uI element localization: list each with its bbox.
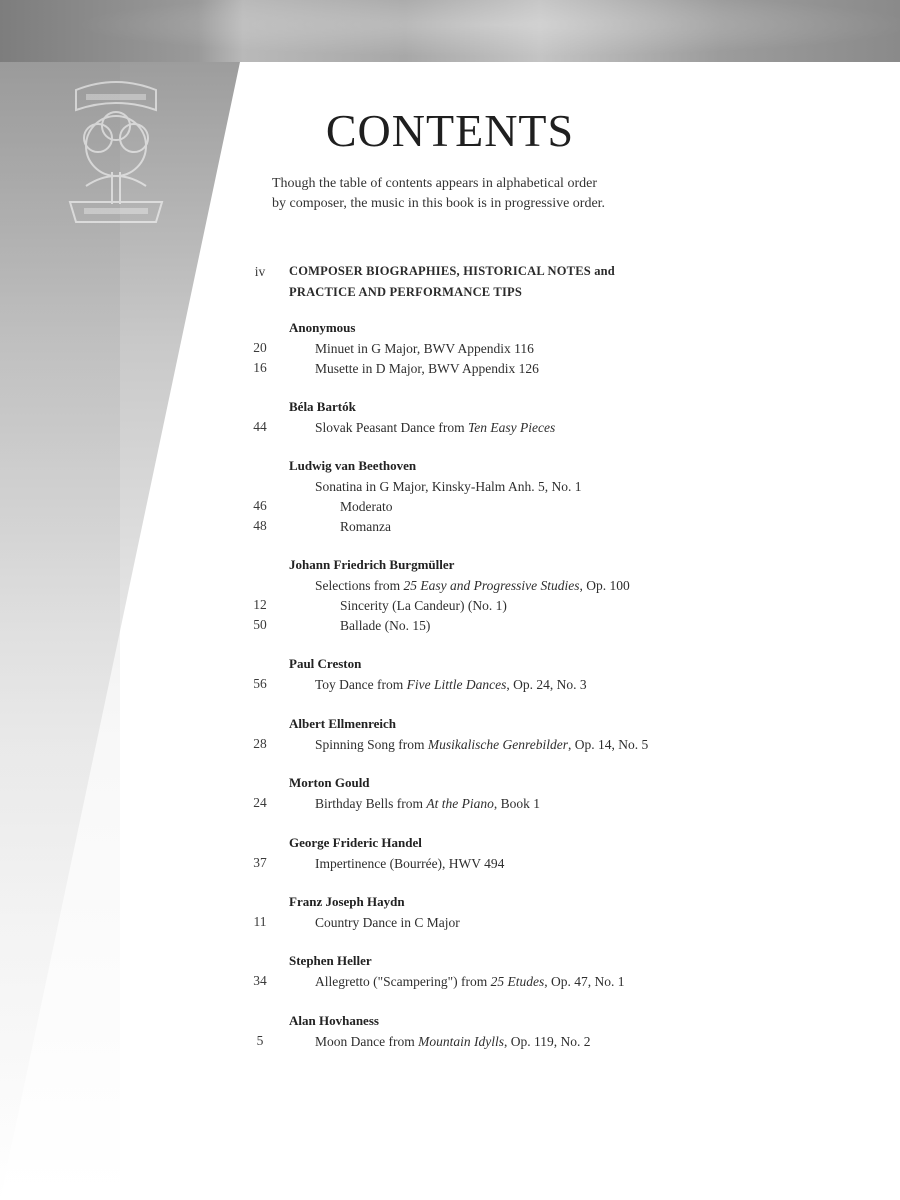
composer-name: Paul Creston (289, 656, 362, 671)
toc-entry[interactable] (315, 340, 534, 358)
entry-title: Moon Dance from (315, 1034, 419, 1049)
toc-entry[interactable] (340, 498, 392, 516)
entry-title: Moderato (340, 499, 393, 514)
toc-entry[interactable] (315, 1033, 590, 1051)
page-number: 11 (253, 914, 267, 929)
composer-name: Morton Gould (289, 775, 370, 790)
page-number: 28 (253, 736, 267, 751)
entry-collection-title: Five Little Dances (406, 677, 507, 692)
entry-title: Minuet in G Major, BWV Appendix 116 (315, 341, 534, 356)
page-number: 20 (253, 340, 267, 355)
composer-name: Alan Hovhaness (289, 1013, 379, 1028)
composer-name: Johann Friedrich Burgmüller (289, 557, 455, 572)
entry-opus: , Op. 24, No. 3 (506, 677, 587, 692)
page-number: 37 (253, 855, 267, 870)
composer-name: Albert Ellmenreich (289, 716, 396, 731)
page-number: 5 (256, 1033, 264, 1048)
page-number: 46 (253, 498, 267, 513)
entry-title: Ballade (No. 15) (340, 618, 431, 633)
page-number: 44 (253, 419, 267, 434)
entry-title: Allegretto ("Scampering") from (315, 974, 491, 989)
entry-title: Romanza (340, 519, 391, 534)
toc-entry[interactable] (315, 360, 539, 378)
entry-opus: , Op. 100 (579, 578, 630, 593)
toc-entry[interactable] (340, 597, 507, 615)
page-number: 48 (253, 518, 267, 533)
entry-collection-title: At the Piano (426, 796, 494, 811)
entry-title: Spinning Song from (315, 737, 428, 752)
entry-opus: , Op. 119, No. 2 (503, 1034, 591, 1049)
entry-collection-title: Musikalische Genrebilder (427, 737, 568, 752)
entry-collection-title: Ten Easy Pieces (467, 420, 556, 435)
toc-entry[interactable] (315, 419, 555, 437)
page-number: iv (254, 264, 266, 279)
entry-title: Country Dance in C Major (315, 915, 460, 930)
page-number: 16 (253, 360, 267, 375)
page-number: 34 (253, 973, 267, 988)
entry-opus: , Book 1 (493, 796, 541, 811)
toc-entry[interactable] (315, 795, 540, 813)
toc-entry[interactable] (315, 577, 630, 595)
entry-opus: , Op. 47, No. 1 (544, 974, 625, 989)
entry-title: Sincerity (La Candeur) (No. 1) (340, 598, 507, 613)
toc-entry[interactable] (315, 973, 624, 991)
page-number: 56 (253, 676, 267, 691)
intro-line: Though the table of contents appears in alphabetical order (272, 176, 597, 191)
toc-entry[interactable] (315, 478, 581, 496)
page-number: 50 (253, 617, 267, 632)
page-title: CONTENTS (325, 105, 575, 156)
toc-entry[interactable] (340, 617, 430, 635)
toc-entry[interactable] (340, 518, 391, 536)
toc-entry[interactable] (315, 914, 460, 932)
composer-name: Stephen Heller (289, 953, 372, 968)
composer-name: Ludwig van Beethoven (289, 458, 417, 473)
entry-title: Impertinence (Bourrée), HWV 494 (315, 856, 505, 871)
entry-title: Selections from (315, 578, 404, 593)
page-number: 24 (253, 795, 267, 810)
toc-entry[interactable] (315, 855, 504, 873)
entry-collection-title: 25 Easy and Progressive Studies (403, 578, 580, 593)
entry-collection-title: Mountain Idylls (418, 1034, 504, 1049)
intro-line: by composer, the music in this book is in progressive order. (272, 196, 606, 211)
toc-entry[interactable] (315, 736, 648, 754)
composer-name: Franz Joseph Haydn (289, 894, 405, 909)
page-number: 12 (253, 597, 267, 612)
composer-name: Anonymous (289, 320, 356, 335)
composer-name: Béla Bartók (289, 399, 356, 414)
entry-title: Musette in D Major, BWV Appendix 126 (315, 361, 539, 376)
front-matter-heading: COMPOSER BIOGRAPHIES, HISTORICAL NOTES and (289, 264, 615, 278)
entry-title: Toy Dance from (315, 677, 407, 692)
entry-title: Birthday Bells from (315, 796, 427, 811)
entry-collection-title: 25 Etudes (490, 974, 545, 989)
composer-name: George Frideric Handel (289, 835, 422, 850)
toc-entry[interactable] (315, 676, 587, 694)
entry-title: Sonatina in G Major, Kinsky-Halm Anh. 5, No. 1 (315, 479, 582, 494)
front-matter-heading: PRACTICE AND PERFORMANCE TIPS (289, 285, 523, 299)
entry-opus: , Op. 14, No. 5 (567, 737, 649, 752)
entry-title: Slovak Peasant Dance from (315, 420, 468, 435)
